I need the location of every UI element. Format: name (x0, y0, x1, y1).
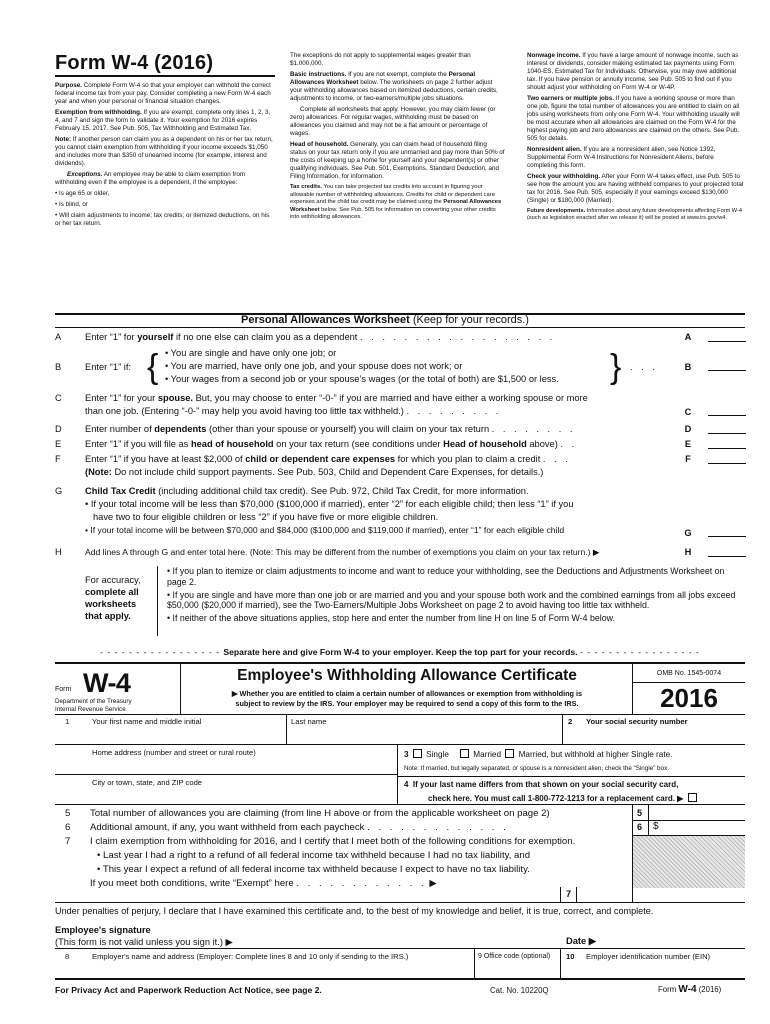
signature-note: (This form is not valid unless you sign it.) ▶ (55, 937, 233, 947)
complete-all-text: Complete all worksheets that apply. However, you may claim fewer (or zero) allowances. For regular wages, withholding must be based on allowances you claimed and may not be a flat amount or percentage of wages. (290, 106, 496, 137)
line-number: 3 (404, 750, 409, 759)
worksheet-line-f: F Enter “1” if you have at least $2,000 of child or dependent care expenses for which you plan to claim a credit . . . (Note: Do not include child support payments. See Pub. 503, Child and Dependent Care Expenses, for details.) F (55, 453, 750, 481)
worksheet-title-rest: (Keep for your records.) (412, 314, 529, 326)
accuracy-item: • If neither of the above situations applies, stop here and enter the number from line H on line 5 of Form W-4 below. (167, 613, 615, 624)
line-c-bold: spouse. (157, 393, 194, 403)
line-f-text-b: for which you plan to claim a credit (397, 454, 541, 464)
accuracy-item: • If you are single and have more than one job or are married and you and your spouse both work and the combined earnings from all jobs exceed $50,000 ($20,000 if married), see the Two-Earners/Multiple Jobs Worksheet on page 2 to avoid having too little tax withheld. (167, 589, 736, 611)
shaded-area (633, 836, 745, 888)
credits-text-b: below. See Pub. 505 for information on converting your other credits into withholding allowances. (290, 206, 496, 221)
dollar-sign: $ (653, 821, 659, 832)
first-name-label: Your first name and middle initial (92, 717, 202, 726)
cert-title: Employee's Withholding Allowance Certificate (237, 667, 577, 684)
credits-bold: Personal Allowances Worksheet (290, 199, 502, 213)
separator-line: - - - - - - - - - - - - - - - - - Separate here and give Form W-4 to your employer. Keep the top part for your records. - - - - - - - - - - - - - - - - - (100, 647, 700, 657)
line-ref: B (684, 362, 692, 372)
line-d-text: Enter number of (85, 424, 152, 434)
supplemental-wages-text: The exceptions do not apply to supplemental wages greater than $1,000,000. (290, 52, 471, 67)
line-e-text-b: on your tax return (see conditions under (276, 439, 441, 449)
footer-form-label: Form (658, 985, 677, 994)
cert-year-text: 2016 (660, 683, 718, 713)
accuracy-item: • If you plan to itemize or claim adjustments to income and want to reduce your withholding, see the Deductions and Adjustments Worksheet on page 2. (167, 566, 725, 587)
line-7-bullet-2: • This year I expect a refund of all federal income tax withheld because I expect to have no tax liability. (97, 864, 530, 875)
worksheet-line-g (55, 485, 750, 541)
nonresident-text: If you are a nonresident alien, see Notice 1392, Supplemental Form W-4 Instructions for Nonresident Aliens, before completing this form. (527, 146, 716, 169)
line-ref: H (684, 547, 692, 557)
note-text: If another person can claim you as a dependent on his or her tax return, you cannot claim exemption from withholding if your income exceeds $1,050 and includes more than $350 of unearned income (for example, interest and dividends). (55, 136, 273, 167)
accuracy-label-d: that apply. (85, 611, 131, 621)
married-higher-label: Married, but withhold at higher Single rate. (518, 750, 673, 759)
line-e-entry[interactable] (708, 438, 746, 449)
line-7-bullet-1: • Last year I had a right to a refund of all federal income tax withheld because I had no tax liability, and (97, 850, 531, 861)
exceptions-label: Exceptions. (67, 171, 103, 178)
line-ref: 5 (637, 808, 643, 818)
cert-dept: Department of the Treasury (55, 698, 132, 705)
cert-form-label: Form (55, 686, 72, 693)
line-ref: A (684, 332, 692, 342)
line-g-bold: Child Tax Credit (85, 486, 156, 496)
accuracy-label: For accuracy, (85, 575, 141, 585)
footer-form-id (658, 984, 721, 995)
line-letter: A (55, 332, 62, 342)
line-ref: C (684, 407, 692, 417)
hoh-label: Head of household. (290, 141, 349, 148)
line-letter: F (55, 454, 61, 464)
line-g-bullet-2: • If your total income will be between $70,000 and $84,000 ($100,000 and $119,000 if married), enter “1” for each eligible child (85, 525, 565, 535)
exceptions-text: An employee may be able to claim exemption from withholding even if the employee is a dependent, if the employee: (55, 171, 246, 186)
date-label: Date ▶ (566, 936, 596, 946)
line-h-entry[interactable] (708, 546, 746, 557)
omb-number: OMB No. 1545-0074 (656, 670, 722, 677)
line-e-text: Enter “1” if you will file as (85, 439, 189, 449)
ein-label: Employer identification number (EIN) (586, 952, 711, 961)
line-ref: F (685, 454, 691, 464)
home-address-label: Home address (number and street or rural route) (92, 748, 256, 757)
accuracy-label-b: complete all (85, 587, 139, 597)
line-letter: B (55, 362, 62, 372)
future-label: Future developments. (527, 208, 586, 214)
filing-status-note: Note: If married, but legally separated, or spouse is a nonresident alien, check the “Single” box. (404, 765, 669, 772)
nonresident-label: Nonresident alien. (527, 146, 582, 153)
ssn-label: Your social security number (586, 717, 688, 726)
filing-status-row (404, 749, 672, 760)
name-differs-checkbox[interactable] (688, 793, 697, 802)
line-ref: E (684, 439, 692, 449)
line-e-text-c: above) (529, 439, 558, 449)
line-g-text: (including additional child tax credit). See Pub. 972, Child Tax Credit, for more information. (158, 486, 529, 496)
line-b-item: • You are married, have only one job, and your spouse does not work; or (165, 361, 463, 371)
line-letter: C (55, 393, 62, 403)
line-number: 4 (404, 780, 409, 789)
basic-bold: Personal Allowances Worksheet (290, 71, 476, 86)
city-label: City or town, state, and ZIP code (92, 778, 203, 787)
line-g-bullet-1: • If your total income will be less than $70,000 ($100,000 if married), enter “2” for each eligible child; then less “1” if you (85, 499, 574, 509)
cert-subtitle-b: subject to review by the IRS. Your employer may be required to send a copy of this form to the IRS. (235, 698, 579, 708)
line-a-bold: yourself (137, 332, 174, 342)
nonwage-label: Nonwage income. (527, 52, 581, 59)
instructions-col-3 (527, 52, 745, 225)
credits-text: You can take projected tax credits into account in figuring your allowable number of withholding allowances. Credits for child or dependent care expenses and the child tax credit may be claimed using the (290, 184, 495, 206)
exception-bullet: • Will claim adjustments to income; tax credits; or itemized deductions, on his or her tax return. (55, 212, 270, 227)
future-text: Information about any future developments affecting Form W-4 (such as legislation enacted after we release it) will be posted at www.irs.gov/w4. (527, 208, 742, 222)
basic-text: If you are not exempt, complete the (348, 71, 447, 78)
line-c-text-b: But, you may choose to enter “-0-” if you are married and have either a working spouse or more (195, 393, 588, 403)
worksheet-title-bold: Personal Allowances Worksheet (241, 314, 410, 326)
line-a-text-b: if no one else can claim you as a dependent (175, 332, 358, 342)
line-c-entry[interactable] (708, 405, 746, 416)
line-b-item: • Your wages from a second job or your spouse’s wages (or the total of both) are $1,500 or less. (165, 374, 559, 384)
line-f-bold: child or dependent care expenses (245, 454, 396, 464)
line-c-text-2: than one job. (Entering “-0-” may help you avoid having too little tax withheld.) (85, 406, 404, 416)
line-b-item: • You are single and have only one job; or (165, 348, 337, 358)
instructions-col-2 (290, 52, 505, 225)
line-h-text: Add lines A through G and enter total here. (Note: This may be different from the number of exemptions you claim on your tax return.) (85, 547, 591, 557)
city-state-zip-field[interactable] (90, 786, 395, 804)
separator-text: Separate here and give Form W-4 to your employer. Keep the top part for your records. (223, 647, 578, 657)
signature-field[interactable] (300, 924, 560, 948)
line-ref: 6 (637, 822, 643, 832)
basic-label: Basic instructions. (290, 71, 347, 78)
line-a-entry[interactable] (708, 331, 746, 342)
accuracy-block (85, 566, 745, 638)
purpose-label: Purpose. (55, 82, 82, 89)
accuracy-label-c: worksheets (85, 599, 137, 609)
worksheet-line-b: B Enter “1” if: { • You are single and have only one job; or • You are married, have only one job, and your spouse does not work; or • Your wages from a second job or your spouse’s wages (or the total of both) are $1,500 or less. } . . . B (55, 347, 750, 389)
line-b-prefix: Enter “1” if: (85, 362, 131, 372)
line-4-text: If your last name differs from that shown on your social security card, (412, 780, 679, 789)
line-ref: 7 (566, 889, 572, 899)
line-a-text: Enter “1” for (85, 332, 135, 342)
last-name-label: Last name (291, 717, 327, 726)
line-letter: H (55, 547, 62, 557)
cert-subtitle: ▶ Whether you are entitled to claim a certain number of allowances or exemption from withholding is (231, 689, 583, 698)
married-higher-rate-checkbox[interactable] (505, 749, 514, 758)
two-earners-label: Two earners or multiple jobs. (527, 95, 615, 102)
single-checkbox[interactable] (413, 749, 422, 758)
last-name-field[interactable] (288, 726, 560, 744)
worksheet-title (0, 313, 770, 327)
single-label: Single (426, 750, 449, 759)
exemption-label: Exemption from withholding. (55, 109, 142, 116)
home-address-field[interactable] (90, 756, 395, 774)
employer-name-label: Employer's name and address (Employer: Complete lines 8 and 10 only if sending to the IRS.) (92, 952, 409, 961)
married-label: Married (473, 750, 502, 759)
exception-bullet: • Is blind, or (55, 201, 89, 208)
line-4-text-b: check here. You must call 1-800-772-1213 for a replacement card. ▶ (428, 794, 684, 803)
check-withholding-text: After your Form W-4 takes effect, use Pub. 505 to see how the amount you are having withheld compares to your projected total tax for 2016. See Pub. 505, especially if your earnings exceed $130,000 (Single) or $180,000 (Married). (527, 173, 744, 204)
line-ref: G (684, 528, 692, 538)
line-e-bold: head of household (190, 439, 274, 449)
cert-year (633, 684, 745, 712)
employer-name-field[interactable] (90, 962, 470, 978)
two-earners-text: If you have a working spouse or more than one job, figure the total number of allowances you are entitled to claim on all jobs using worksheets from only one Form W-4. Your withholding usually will be most accurate when all allowances are claimed on the Form W-4 for the highest paying job and zero allowances are claimed on the others. See Pub. 505 for details. (527, 95, 740, 142)
line-f-note: Do not include child support payments. See Pub. 503, Child and Dependent Care Expenses, for details.) (114, 467, 544, 477)
line-g-entry[interactable] (708, 526, 746, 537)
line-g-bullet-1b: have two to four eligible children or less “2” if you have five or more eligible children. (93, 512, 439, 522)
purpose-text: Complete Form W-4 so that your employer can withhold the correct federal income tax from your pay. Consider completing a new Form W-4 each year and when your personal or financial situation changes. (55, 82, 271, 105)
line-number: 1 (65, 717, 70, 726)
line-number: 8 (65, 952, 70, 961)
line-f-text: Enter “1” if you have at least $2,000 of (85, 454, 243, 464)
basic-text-b: below. The worksheets on page 2 further adjust your withholding allowances based on itemized deductions, certain credits, adjustments to income, or two-earners/multiple jobs situations. (290, 79, 498, 102)
line-ref: D (684, 424, 692, 434)
line-7-text-c: If you meet both conditions, write “Exempt” here (90, 878, 294, 889)
ein-field[interactable] (564, 962, 744, 978)
perjury-statement: Under penalties of perjury, I declare that I have examined this certificate and, to the best of my knowledge and belief, it is true, correct, and complete. (55, 906, 654, 916)
line-f-note-bold: (Note: (85, 467, 112, 477)
form-title: Form W-4 (2016) (55, 52, 214, 74)
check-withholding-label: Check your withholding. (527, 173, 601, 180)
catalog-number: Cat. No. 10220Q (490, 986, 549, 995)
cert-form-name: W-4 (83, 668, 131, 698)
credits-label: Tax credits. (290, 184, 322, 190)
line-d-text-b: (other than your spouse or yourself) you will claim on your tax return (209, 424, 490, 434)
office-code-label: 9 Office code (optional) (478, 953, 551, 960)
line-letter: D (55, 424, 62, 434)
date-field[interactable] (610, 932, 744, 948)
exemption-text: If you are exempt, complete only lines 1, 2, 3, 4, and 7 and sign the form to validate it. Your exemption for 2016 expires February 15, 2017. See Pub. 505, Tax Withholding and Estimated Tax. (55, 109, 271, 132)
footer-form-name: W-4 (678, 984, 697, 995)
line-5-text: Total number of allowances you are claiming (from line H above or from the applicable worksheet on page 2) (90, 808, 550, 819)
line-5-entry[interactable] (650, 806, 744, 820)
line-number: 5 (65, 808, 71, 819)
privacy-notice: For Privacy Act and Paperwork Reduction Act Notice, see page 2. (55, 985, 322, 995)
line-d-bold: dependents (154, 424, 207, 434)
line-6-entry[interactable] (662, 821, 744, 835)
line-letter: G (55, 486, 63, 496)
cert-form-id (55, 666, 180, 714)
line-c-text: Enter “1” for your (85, 393, 156, 403)
line-7-entry[interactable] (578, 888, 744, 902)
line-7-text: I claim exemption from withholding for 2016, and I certify that I meet both of the following conditions for exemption. (90, 836, 576, 847)
line-number: 2 (568, 717, 573, 726)
first-name-field[interactable] (90, 726, 285, 744)
married-checkbox[interactable] (460, 749, 469, 758)
line-b-entry[interactable] (708, 360, 746, 371)
exception-bullet: • Is age 65 or older, (55, 190, 110, 197)
instructions-col-1 (55, 82, 275, 231)
nonwage-text: If you have a large amount of nonwage income, such as interest or dividends, consider making estimated tax payments using Form 1040-ES, Estimated Tax for Individuals. Otherwise, you may owe additional tax. If you have pension or annuity income, see Pub. 505 to find out if you should adjust your withholding on Form W-4 or W-4P. (527, 52, 739, 91)
line-number: 6 (65, 822, 71, 833)
note-label: Note: (55, 136, 72, 143)
line-d-entry[interactable] (708, 423, 746, 434)
line-number: 7 (65, 836, 71, 847)
ssn-field[interactable] (564, 726, 744, 744)
worksheet-line-c: C Enter “1” for your spouse. But, you may choose to enter “-0-” if you are married and have either a working spouse or more than one job. (Entering “-0-” may help you avoid having too little tax withheld.) . . . . . . . . . C (55, 392, 750, 420)
line-letter: E (55, 439, 62, 449)
office-code-field[interactable] (476, 962, 558, 978)
footer-form-year: (2016) (698, 985, 722, 994)
line-number: 10 (566, 952, 575, 961)
signature-label: Employee's signature (55, 925, 151, 935)
line-e-bold-2: Head of household (443, 439, 527, 449)
line-6-text: Additional amount, if any, you want withheld from each paycheck (90, 822, 365, 833)
cert-irs: Internal Revenue Service (55, 706, 126, 713)
hoh-text: Generally, you can claim head of household filing status on your tax return only if you are unmarried and pay more than 50% of the costs of keeping up a home for yourself and your dependent(s) or other qualifying individuals. See Pub. 501, Exemptions, Standard Deduction, and Filing Information, for information. (290, 141, 505, 180)
line-f-entry[interactable] (708, 453, 746, 464)
line-4-block (404, 779, 699, 804)
